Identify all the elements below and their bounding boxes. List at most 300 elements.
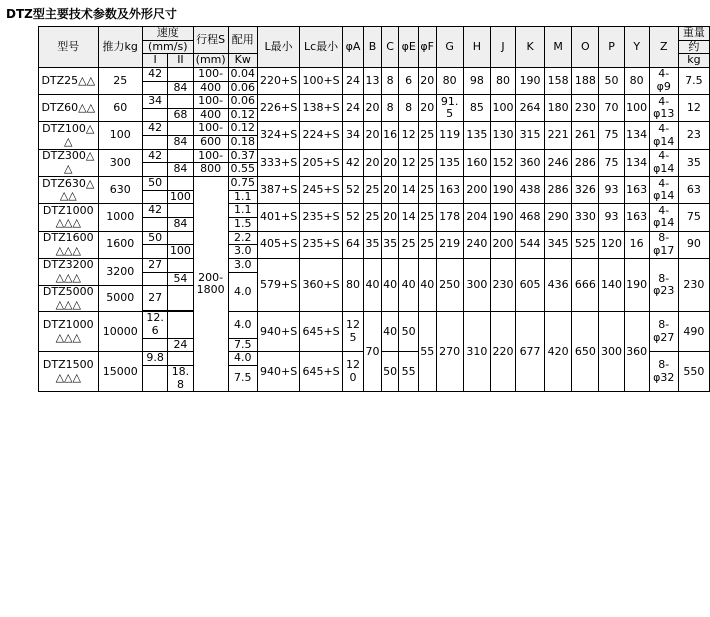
cell-phiF: 55 [418,312,436,392]
cell-L: 579+S [257,258,299,312]
table-row [39,258,710,272]
cell-model: DTZ1000△△△ [39,312,99,352]
cell-Z-count: 4- [658,203,670,217]
cell-Y: 360 [624,312,649,392]
header-speed-I: I [142,54,167,68]
cell-motor-1: 1.1 [228,204,257,218]
cell-G: 219 [436,231,463,258]
cell-phiE: 14 [399,177,419,204]
cell-motor-2: 7.5 [228,366,257,392]
cell-H: 300 [463,258,490,312]
cell-phiF: 25 [418,177,436,204]
cell-speed-II: 100 [168,190,193,204]
spec-table [38,26,710,392]
header-phiA: φA [342,27,363,68]
cell-L: 226+S [257,95,299,122]
cell-Y: 163 [624,177,649,204]
cell-G: 163 [436,177,463,204]
cell-motor-1: 0.04 [228,67,257,81]
cell-O: 326 [572,177,599,204]
cell-motor-2: 7.5 [228,338,257,352]
cell-weight: 7.5 [678,67,709,94]
cell-P: 70 [599,95,624,122]
cell-Lc: 100+S [300,67,342,94]
cell-speed-II [168,258,193,272]
cell-phiE: 8 [399,95,419,122]
table-header [39,27,710,68]
cell-M: 180 [545,95,572,122]
cell-C: 40 [381,312,399,352]
cell-C: 20 [381,204,399,231]
cell-speed-II [168,204,193,218]
cell-B: 13 [364,67,382,94]
cell-speed-I: 27 [142,286,167,310]
cell-Z [649,352,678,392]
cell-stroke-min: 100- [193,149,228,163]
cell-Z-count: 4- [658,176,670,190]
cell-Z-dia: φ17 [653,243,675,257]
cell-speed-I: 42 [142,67,167,81]
cell-phiE: 55 [399,352,419,392]
cell-Y: 100 [624,95,649,122]
header-P: P [599,27,624,68]
cell-Lc: 138+S [300,95,342,122]
header-speed: 速度 [142,27,193,41]
cell-H: 240 [463,231,490,258]
cell-motor-1: 0.12 [228,122,257,136]
cell-Lc: 245+S [300,177,342,204]
cell-C: 8 [381,95,399,122]
cell-Z-dia: φ14 [653,189,675,203]
cell-motor-1: 0.75 [228,177,257,191]
table-row [39,122,710,136]
cell-phiF: 25 [418,231,436,258]
cell-weight: 75 [678,204,709,231]
cell-phiA: 120 [342,352,363,392]
cell-O: 330 [572,204,599,231]
cell-Z-dia: φ27 [653,330,675,344]
header-Y: Y [624,27,649,68]
cell-M: 290 [545,204,572,231]
cell-stroke-min: 100- [193,67,228,81]
cell-O: 261 [572,122,599,149]
cell-B: 25 [364,204,382,231]
header-K: K [516,27,545,68]
cell-H: 200 [463,177,490,204]
cell-speed-I [142,272,167,286]
cell-stroke-max: 600 [193,136,228,150]
cell-C: 20 [381,177,399,204]
cell-P: 93 [599,204,624,231]
cell-P: 75 [599,149,624,176]
cell-model: DTZ300△△ [39,149,99,176]
cell-M: 246 [545,149,572,176]
cell-O: 525 [572,231,599,258]
cell-Lc: 645+S [300,352,342,392]
header-phiF: φF [418,27,436,68]
cell-P: 93 [599,177,624,204]
cell-K: 544 [516,231,545,258]
cell-motor-1: 4.0 [228,352,257,366]
cell-phiA: 80 [342,258,363,312]
cell-phiF: 25 [418,204,436,231]
cell-K: 360 [516,149,545,176]
cell-speed-II [168,95,193,109]
cell-J: 230 [490,258,515,312]
cell-thrust: 10000 [98,312,142,352]
cell-J: 190 [490,204,515,231]
cell-thrust: 630 [98,177,142,204]
cell-L: 940+S [257,352,299,392]
cell-speed-II [168,286,193,310]
header-O: O [572,27,599,68]
cell-thrust: 5000 [98,286,142,312]
cell-Z [649,177,678,204]
header-model: 型号 [39,27,99,68]
cell-weight: 12 [678,95,709,122]
cell-phiE: 14 [399,204,419,231]
cell-speed-II: 18.8 [168,366,193,392]
cell-phiF: 25 [418,149,436,176]
cell-speed-I [142,245,167,259]
cell-L: 220+S [257,67,299,94]
cell-motor-2: 0.06 [228,81,257,95]
table-row [39,177,710,191]
cell-P: 50 [599,67,624,94]
cell-K: 315 [516,122,545,149]
cell-speed-I: 12.6 [142,312,167,338]
cell-thrust: 100 [98,122,142,149]
cell-model: DTZ1500△△△ [39,352,99,392]
cell-M: 345 [545,231,572,258]
cell-model: DTZ3200△△△ [39,258,99,285]
cell-H: 160 [463,149,490,176]
cell-speed-II: 84 [168,163,193,177]
cell-Z-dia: φ14 [653,134,675,148]
header-B: B [364,27,382,68]
cell-motor-2: 1.5 [228,217,257,231]
cell-Z [649,67,678,94]
page-title: DTZ型主要技术参数及外形尺寸 [6,7,177,21]
cell-B: 40 [364,258,382,312]
cell-Z-count: 4- [658,67,670,81]
cell-speed-II: 24 [168,338,193,352]
cell-Z [649,122,678,149]
cell-Z [649,258,678,312]
cell-C: 40 [381,258,399,312]
cell-M: 420 [545,312,572,392]
cell-stroke-max: 400 [193,108,228,122]
cell-C: 20 [381,149,399,176]
table-row [39,312,710,338]
cell-Z-dia: φ13 [653,107,675,121]
cell-speed-II [168,352,193,366]
cell-C: 8 [381,67,399,94]
cell-model: DTZ60△△ [39,95,99,122]
cell-Z [649,204,678,231]
header-M: M [545,27,572,68]
cell-J: 190 [490,177,515,204]
cell-speed-II: 100 [168,245,193,259]
cell-C: 50 [381,352,399,392]
cell-L: 387+S [257,177,299,204]
cell-stroke-min: 100- [193,95,228,109]
cell-motor-1: 3.0 [228,258,257,272]
stroke-min: 200- [198,270,224,284]
cell-Z-count: 4- [658,94,670,108]
cell-phiE: 12 [399,149,419,176]
cell-Y: 16 [624,231,649,258]
cell-speed-I: 34 [142,95,167,109]
cell-motor-2: 0.55 [228,163,257,177]
cell-Z [649,95,678,122]
cell-speed-II [168,312,193,338]
cell-M: 221 [545,122,572,149]
cell-Lc: 235+S [300,204,342,231]
cell-weight: 490 [678,312,709,352]
cell-H: 135 [463,122,490,149]
cell-stroke-min: 100- [193,122,228,136]
table-row [39,204,710,218]
cell-phiE: 12 [399,122,419,149]
cell-speed-I: 50 [142,231,167,245]
cell-speed-II: 84 [168,136,193,150]
cell-Z-count: 8- [658,231,670,245]
cell-Z-dia: φ14 [653,161,675,175]
cell-model: DTZ100△△ [39,122,99,149]
cell-Y: 80 [624,67,649,94]
cell-speed-I [142,163,167,177]
cell-motor-2: 3.0 [228,245,257,259]
header-speed-unit: (mm/s) [142,40,193,54]
cell-thrust: 60 [98,95,142,122]
cell-J: 220 [490,312,515,392]
cell-M: 286 [545,177,572,204]
cell-phiE: 25 [399,231,419,258]
cell-H: 310 [463,312,490,392]
cell-Y: 134 [624,122,649,149]
cell-speed-II [168,177,193,191]
cell-K: 438 [516,177,545,204]
cell-B: 70 [364,312,382,392]
cell-G: 80 [436,67,463,94]
cell-C: 35 [381,231,399,258]
cell-stroke-range [193,177,228,392]
cell-speed-I [142,338,167,352]
cell-speed-I: 9.8 [142,352,167,366]
cell-P: 140 [599,258,624,312]
table-body [39,67,710,391]
cell-B: 25 [364,177,382,204]
header-thrust: 推力kg [98,27,142,68]
cell-O: 286 [572,149,599,176]
cell-speed-II [168,122,193,136]
cell-speed-II: 54 [168,272,193,286]
cell-G: 91.5 [436,95,463,122]
cell-P: 75 [599,122,624,149]
cell-J: 80 [490,67,515,94]
cell-speed-I: 42 [142,204,167,218]
cell-L: 401+S [257,204,299,231]
header-phiE: φE [399,27,419,68]
header-C: C [381,27,399,68]
cell-Z [649,149,678,176]
cell-phiA: 52 [342,204,363,231]
cell-Z-dia: φ32 [653,370,675,384]
cell-phiE: 6 [399,67,419,94]
cell-model: DTZ1000△△△ [39,204,99,231]
cell-phiE: 50 [399,312,419,352]
cell-Z-count: 8- [658,358,670,372]
cell-motor-1: 0.06 [228,95,257,109]
cell-G: 135 [436,149,463,176]
cell-model: DTZ1600△△△ [39,231,99,258]
cell-model: DTZ630△△△ [39,177,99,204]
cell-phiF: 20 [418,95,436,122]
cell-Z [649,312,678,352]
cell-speed-II [168,149,193,163]
cell-J: 130 [490,122,515,149]
cell-motor-1: 0.37 [228,149,257,163]
header-motor-unit: Kw [228,54,257,68]
cell-phiA: 52 [342,177,363,204]
cell-L: 405+S [257,231,299,258]
cell-K: 677 [516,312,545,392]
cell-L: 940+S [257,312,299,352]
header-speed-II: II [168,54,193,68]
header-weight: 重量 [678,27,709,41]
cell-L: 333+S [257,149,299,176]
cell-thrust: 15000 [98,352,142,392]
cell-speed-II: 84 [168,217,193,231]
cell-P: 300 [599,312,624,392]
header-H: H [463,27,490,68]
cell-motor-2: 0.18 [228,136,257,150]
header-row-1 [39,27,710,41]
cell-K: 190 [516,67,545,94]
cell-speed-I [142,136,167,150]
header-stroke-unit: (mm) [193,54,228,68]
cell-thrust: 1600 [98,231,142,258]
cell-Z-count: 8- [658,271,670,285]
cell-phiA: 42 [342,149,363,176]
cell-Lc: 360+S [300,258,342,312]
table-row [39,149,710,163]
cell-motor-2: 0.12 [228,108,257,122]
cell-P: 120 [599,231,624,258]
cell-stroke-max: 400 [193,81,228,95]
cell-Z-dia: φ14 [653,216,675,230]
cell-weight: 230 [678,258,709,312]
cell-G: 250 [436,258,463,312]
header-Lc: Lc最小 [300,27,342,68]
stroke-max: 1800 [196,283,225,297]
cell-phiA: 24 [342,95,363,122]
cell-Lc: 235+S [300,231,342,258]
cell-H: 85 [463,95,490,122]
cell-phiA: 24 [342,67,363,94]
cell-Y: 190 [624,258,649,312]
cell-O: 650 [572,312,599,392]
cell-M: 158 [545,67,572,94]
cell-thrust: 3200 [98,258,142,285]
cell-speed-I: 27 [142,258,167,272]
cell-B: 20 [364,122,382,149]
cell-speed-I: 50 [142,177,167,191]
cell-speed-I [142,81,167,95]
cell-Z [649,231,678,258]
cell-speed-I: 42 [142,149,167,163]
cell-J: 200 [490,231,515,258]
cell-speed-II: 68 [168,108,193,122]
cell-motor-1: 4.0 [228,312,257,338]
cell-Z-dia: φ23 [653,284,675,298]
cell-B: 20 [364,95,382,122]
cell-speed-II: 84 [168,81,193,95]
header-motor: 配用 [228,27,257,54]
cell-speed-I: 42 [142,122,167,136]
cell-speed-I [142,217,167,231]
header-G: G [436,27,463,68]
cell-O: 666 [572,258,599,312]
cell-Z-count: 4- [658,121,670,135]
header-Z: Z [649,27,678,68]
cell-G: 270 [436,312,463,392]
table-row [39,95,710,109]
cell-speed-I [142,366,167,392]
cell-H: 98 [463,67,490,94]
cell-M: 436 [545,258,572,312]
cell-weight: 550 [678,352,709,392]
cell-B: 20 [364,149,382,176]
cell-phiF: 20 [418,67,436,94]
cell-Y: 163 [624,204,649,231]
header-J: J [490,27,515,68]
cell-speed-I [142,190,167,204]
cell-weight: 23 [678,122,709,149]
cell-G: 178 [436,204,463,231]
cell-O: 188 [572,67,599,94]
header-weight-unit: kg [678,54,709,68]
table-row [39,231,710,245]
cell-phiE: 40 [399,258,419,312]
cell-weight: 90 [678,231,709,258]
cell-phiA: 64 [342,231,363,258]
cell-speed-I [142,108,167,122]
cell-speed-II [168,231,193,245]
cell-thrust: 1000 [98,204,142,231]
cell-Y: 134 [624,149,649,176]
cell-phiF: 40 [418,258,436,312]
cell-Lc: 645+S [300,312,342,352]
cell-B: 35 [364,231,382,258]
cell-Z-dia: φ9 [656,80,671,94]
cell-weight: 63 [678,177,709,204]
cell-G: 119 [436,122,463,149]
header-weight-approx: 约 [678,40,709,54]
cell-L: 324+S [257,122,299,149]
cell-Lc: 205+S [300,149,342,176]
cell-model: DTZ5000△△△ [39,286,99,312]
table-row [39,67,710,81]
cell-H: 204 [463,204,490,231]
cell-Lc: 224+S [300,122,342,149]
cell-stroke-max: 800 [193,163,228,177]
cell-motor-1: 2.2 [228,231,257,245]
cell-K: 468 [516,204,545,231]
cell-phiA: 125 [342,312,363,352]
cell-speed-II [168,67,193,81]
